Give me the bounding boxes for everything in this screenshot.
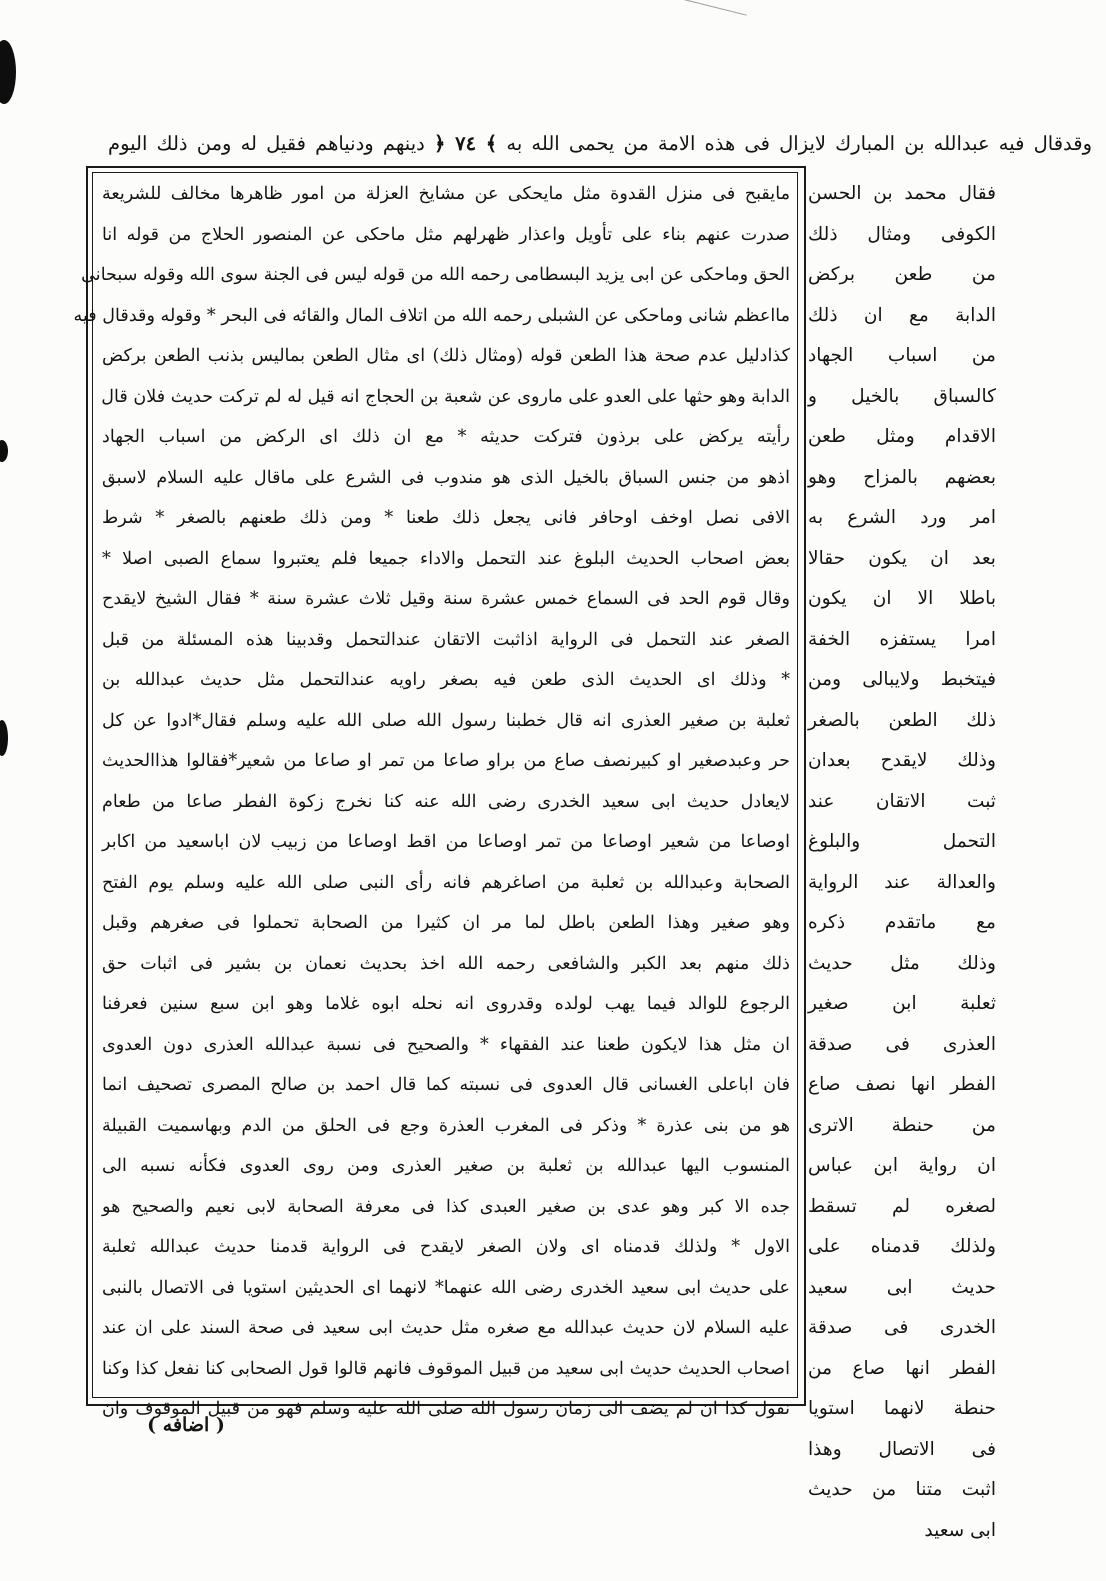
margin-text-line: من طعن بركض bbox=[808, 264, 996, 285]
main-text-line: بعض اصحاب الحديث البلوغ عند التحمل والاداء جميعا فلم يعتبروا سماع الصبى اصلا * bbox=[102, 548, 790, 569]
main-text-line: الصغر عند التحمل فى الرواية اذاثبت الاتقان عندالتحمل وقدبينا هذه المسئلة من قبل bbox=[102, 629, 790, 650]
main-text-line: عليه السلام لان حديث عبدالله مع صغره مثل حديث ابى سعيد فى صحة السند على ان عند bbox=[102, 1318, 790, 1338]
main-text-line: مايقبح فى منزل القدوة مثل مايحكى عن مشايخ العزلة من امور ظاهرها مخالف للشريعة bbox=[102, 184, 790, 204]
main-text-line: * وذلك اى الحديث الذى طعن فيه بصغر راويه عندالتحمل مثل حديث عبدالله بن bbox=[102, 670, 790, 690]
margin-text-line: ثبت الاتقان عند bbox=[808, 790, 996, 812]
main-text-line: اوصاعا من شعير اوصاعا من تمر اوصاعا من اقط اوصاعا من زبيب لان اباسعيد من اكابر bbox=[102, 832, 790, 852]
main-text-line: الصحابة وعبدالله بن ثعلبة من اصاغرهم فانه رأى النبى صلى الله عليه وسلم يوم الفتح bbox=[102, 872, 790, 893]
main-text-line: وقال قوم الحد فى السماع خمس عشرة سنة وقيل ثلاث عشرة سنة * فقال الشيخ لايقدح bbox=[102, 589, 790, 609]
margin-text-line: ثعلبة ابن صغير bbox=[808, 993, 996, 1014]
main-text-line: فان اباعلى الغسانى قال العدوى فى نسبته كما قال احمد بن صالح المصرى تصحيف انما bbox=[102, 1075, 790, 1095]
ink-blot bbox=[0, 720, 8, 756]
main-text-line: اذهو من جنس السباق بالخيل الذى هو مندوب فى الشرع على ماقال عليه السلام لاسبق bbox=[102, 467, 790, 488]
margin-text-line: الدابة مع ان ذلك bbox=[808, 304, 996, 326]
margin-text-line: ابى سعيد bbox=[924, 1519, 996, 1541]
main-text-line: مااعظم شانى وماحكى عن الشبلى رحمه الله من اتلاف المال والقائه فى البحر * وقوله وقدقال فيه bbox=[73, 305, 790, 326]
page-header bbox=[108, 122, 1092, 166]
margin-text-line: امر ورد الشرع به bbox=[808, 507, 996, 528]
main-text-line: ان مثل هذا لايكون طعنا عند الفقهاء * والصحيح فى نسبة عبدالله العذرى دون العدوى bbox=[102, 1034, 790, 1055]
main-text-line: على حديث ابى سعيد الخدرى رضى الله عنهما* لانهما اى الحديثين استويا فى الاتصال بالنبى bbox=[102, 1277, 790, 1298]
margin-text-line: بعضهم بالمزاح وهو bbox=[808, 466, 996, 488]
margin-text-line: فيتخبط ولايبالى ومن bbox=[808, 669, 996, 690]
main-text-line: ذلك منهم بعد الكبر والشافعى رحمه الله اخذ بحديث نعمان بن بشير فى اثبات حق bbox=[102, 953, 790, 974]
header-left-text: دينهم ودنياهم فقيل له ومن ذلك اليوم bbox=[108, 132, 425, 155]
margin-text-line: التحمل والبلوغ bbox=[808, 831, 996, 852]
margin-text-line: الفطر انها صاع من bbox=[808, 1357, 996, 1379]
ink-blot bbox=[0, 440, 8, 462]
main-text-line: الاول * ولذلك قدمناه اى ولان الصغر لايقدح فى الرواية قدمنا حديث عبدالله ثعلبة bbox=[102, 1237, 790, 1257]
main-text-line: المنسوب اليها عبدالله بن ثعلبة بن صغير العذرى ومن روى العدوى فكأنه نسبه الى bbox=[102, 1156, 790, 1176]
margin-text bbox=[808, 174, 996, 1541]
page-number: ﴾ ٧٤ ﴿ bbox=[433, 132, 498, 155]
margin-text-line: اثبت متنا من حديث bbox=[808, 1479, 996, 1500]
margin-text-line: الخدرى فى صدقة bbox=[808, 1317, 996, 1338]
main-text-line: الافى نصل اوخف اوحافر فانى يجعل ذلك طعنا * ومن ذلك طعنهم بالصغر * شرط bbox=[102, 508, 790, 528]
main-text-line: جده الا كبر وهو عدى بن صغير العبدى كذا فى معرفة الصحابة لابى نعيم والصحيح هو bbox=[102, 1196, 790, 1217]
margin-text-line: ان رواية ابن عباس bbox=[808, 1155, 996, 1176]
margin-text-line: مع ماتقدم ذكره bbox=[808, 912, 996, 933]
margin-text-line: وذلك مثل حديث bbox=[808, 952, 996, 974]
margin-text-line: باطلا الا ان يكون bbox=[808, 588, 996, 609]
margin-text-line: فى الاتصال وهذا bbox=[808, 1438, 996, 1460]
margin-text-line: الاقدام ومثل طعن bbox=[808, 426, 996, 447]
main-text-line: رأيته يركض على برذون فتركت حديثه * مع ان ذلك اى الركض من اسباب الجهاد bbox=[102, 427, 790, 447]
margin-text-line: كالسباق بالخيل و bbox=[808, 385, 996, 407]
main-text-line: ثعلبة بن صغير العذرى انه قال خطبنا رسول الله صلى الله عليه وسلم فقال*ادوا عن كل bbox=[102, 710, 790, 731]
margin-text-line: وذلك لايقدح بعدان bbox=[808, 750, 996, 771]
main-text-line: نقول كذا ان لم يضف الى زمان رسول الله صلى الله عليه وسلم فهو من قبيل الموقوف وان bbox=[102, 1399, 790, 1419]
margin-text-line: الكوفى ومثال ذلك bbox=[808, 223, 996, 245]
margin-text-line: ولذلك قدمناه على bbox=[808, 1236, 996, 1257]
margin-text-line: والعدالة عند الرواية bbox=[808, 871, 996, 893]
margin-text-line: فقال محمد بن الحسن bbox=[808, 183, 996, 204]
margin-text-line: من اسباب الجهاد bbox=[808, 345, 996, 366]
ink-blot bbox=[0, 40, 16, 104]
main-text-line: صدرت عنهم بناء على تأويل واعذار ظهرلهم مثل ماحكى عن المنصور الحلاج من قوله انا bbox=[102, 224, 790, 245]
margin-text-line: الفطر انها نصف صاع bbox=[808, 1074, 996, 1095]
main-commentary bbox=[73, 174, 790, 1419]
main-text-line: لايعادل حديث ابى سعيد الخدرى رضى الله عنه كنا نخرج زكوة الفطر صاعا من طعام bbox=[102, 791, 790, 812]
margin-text-line: ذلك الطعن بالصغر bbox=[808, 709, 996, 731]
main-text-line: الرجوع للوالد فيما يهب لولده وقدروى انه نحله ابوه غلاما وهو ابن سبع سنين فعرفنا bbox=[102, 994, 790, 1014]
catchword: ( اضافه ) bbox=[147, 1414, 225, 1436]
main-text-line: اصحاب الحديث حديث ابى سعيد من قبيل الموقوف فانهم قالوا قول الصحابى كنا نفعل كذا وكنا bbox=[102, 1358, 790, 1379]
margin-text-line: بعد ان يكون حقالا bbox=[808, 547, 996, 569]
main-text-line: هو من بنى عذرة * وذكر فى المغرب العذرة وجع فى الحلق من الدم وبهاسميت القبيلة bbox=[102, 1115, 790, 1136]
margin-text-line: امرا يستفزه الخفة bbox=[808, 628, 996, 650]
margin-text-line: من حنطة الاترى bbox=[808, 1114, 996, 1136]
margin-text-line: العذرى فى صدقة bbox=[808, 1033, 996, 1055]
main-text-line: كذادليل عدم صحة هذا الطعن قوله (ومثال ذلك) اى مثال الطعن بماليس بذنب الطعن بركض bbox=[102, 346, 790, 366]
margin-text-line: حديث ابى سعيد bbox=[808, 1276, 996, 1298]
header-right-text: وقدقال فيه عبدالله بن المبارك لايزال فى هذه الامة من يحمى الله به bbox=[506, 132, 1093, 155]
main-text-line: الدابة وهو حثها على العدو على ماروى عن شعبة بن الحجاج انه قيل له لم تركت حديث فلان قال bbox=[101, 386, 790, 407]
scan-mark bbox=[675, 0, 747, 29]
main-text-line: الحق وماحكى عن ابى يزيد البسطامى رحمه الله من قوله ليس فى الجنة سوى الله وقوله سبحانى bbox=[81, 265, 790, 285]
margin-text-line: لصغره لم تسقط bbox=[808, 1195, 996, 1217]
margin-text-line: حنطة لانهما استويا bbox=[808, 1398, 996, 1419]
main-text-line: وهو صغير وهذا الطعن باطل لما مر ان كثيرا من الصحابة تحملوا فى صغرهم وقبل bbox=[102, 913, 790, 933]
main-text-line: حر وعبدصغير او كبيرنصف صاع من براو صاعا من تمر او صاعا من شعير*فقالوا هذاالحديث bbox=[102, 751, 790, 771]
